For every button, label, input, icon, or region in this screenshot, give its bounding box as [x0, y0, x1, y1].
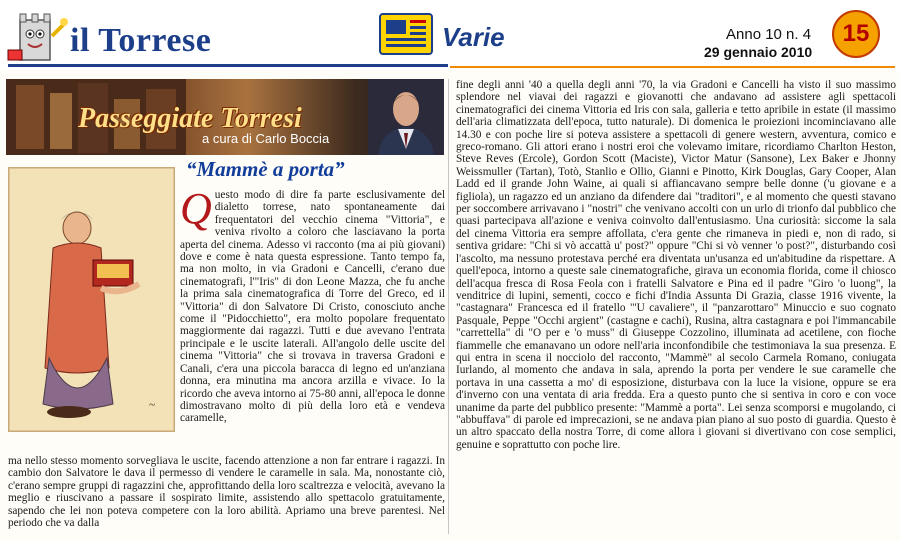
issue-number: Anno 10 n. 4	[726, 26, 812, 43]
article-text-col1b: ma nello stesso momento sorvegliava le uscite, facendo attenzione a non far entrare i ragazzi. In cambio don Salvatore le dava il permesso di vendere le caramelle in sala. Ma, nonostante ciò, c'erano sempre gruppi di ragazzini che, approfittando della loro scaltrezza e velocità, avevano la meglio e riuscivano a passare il sospirato limite, assistendo allo spettacolo gratuitamente, sapendo che lei non poteva competere con la loro abilità. Apriamo una breve parentesi. Nel periodo che va dalla	[8, 455, 445, 530]
banner-byline: a cura di Carlo Boccia	[202, 131, 330, 146]
article-text-col2: fine degli anni '40 a quella degli anni '70, la via Gradoni e Cancelli ha visto il suo massimo splendore nel viavai dei ragazzi e giovanotti che andavano ad assistere agli spettacoli cinematografici dei cinema Vittoria ed Iris con sala, galleria e tetto apribile in estate (il massimo dell'aria climatizzata dell'epoca, tutto naturale). Di domenica le proiezioni incominciavano alle 14.30 e con poche lire si poteva assistere a spettacoli di genere western, avventura, comico e greco-romano. Gli attori erano i nostri eroi che volevamo imitare, ricordiamo Charlton Heston, Steve Reves (Ercole), Gordon Scott (Maciste), Victor Matur (Sansone), Lex Baker e Jhonny Weissmuller (Tartan), Totò, Stanlio e Ollio, Gianni e Pinotto, Kirk Douglas, Gary Cooper, Alan Ladd ed il grande John Waine, ai quali si affiancavano sempre belle donne ('u giovane e a figliola), un ragazzo ed un anziano da difendere dai "traditori", e al momento che questi stavano per soccombere arrivavano i "nostri" che venivano accolti con un urlo di trionfo dal pubblico che quasi partecipava all'azione e veniva coinvolto dall'entusiasmo. Una curiosità: siccome la sala del cinema Vittoria era sempre affollata, c'era gente che rimaneva in piedi e, non di rado, si sentiva gridare: "Chi si vò accattà u' post?" oppure "Chi si vò venner 'o post?", disturbando così l'ascolto, ma nessuno protestava perché era diventata un'usanza ed un'abitudine da rispettare. A quell'epoca, intorno a queste sale cinematografiche, girava un economia florida, come il chiosco dell'acqua fresca di Rosa Feola con i fratelli Salvatore e Pina ed il padre "Giro 'o luong", la venditrice di lupini, sementi, cocco e fichi d'India Assunta Di Grazia, classe 1916 vivente, la "castagnara" Francesca ed il fratello "'U cavaliere", il "panzarottaro" Minuccio e suo cognato Pasquale, Peppe "Occhi argient" (castagne e cachi), Rusina, altra castagnara e poi l'immancabile "carrettella" di "O per e 'o muss" di Giuseppe Cozzolino, illuminata ad acetilene, con fioche fiammelle che emanavano un odore nell'aria inconfondibile che testimoniava la sua presenza. E qui entra in scena il nocciolo del racconto, "Mammè" al secolo Carmela Romano, coniugata Iurlando, al momento che andava in sala, aprendo la porta per vendere le sue caramelle che portava in una cassetta a mo' di esposizione, disturbava con la luce la visione, oppure se era d'inverno con una ventata di aria fredda. Era a questo punto che si sentiva in coro e con voce unanime da parte del pubblico presente: "Mammè a porta". Lei senza scomporsi e mugolando, ci "abbuffava" di parole ed imprecazioni, se ne andava pian piano al suo posto di guardia. Questo è un altro spaccato della nostra Torre, di come allora i giovani si divertivano con cose semplici, genuine e soprattutto con poche lire.	[456, 79, 896, 451]
author-portrait	[368, 79, 444, 155]
article-column-1	[180, 184, 445, 425]
old-woman-painting	[8, 167, 175, 432]
issue-date: 29 gennaio 2010	[704, 44, 813, 60]
article-headline: “Mammè a porta”	[186, 157, 345, 181]
header-rule	[450, 66, 895, 68]
article-column-1-continuation	[8, 455, 445, 529]
article-text-col1: uesto modo di dire fa parte esclusivamente del dialetto torrese, nato spontaneamente dai frequentatori del vecchio cinema "Vittoria", e veniva rivolto a coloro che lasciavano la porta aperta del cinema. Adesso vi racconto (ma ai più giovani) dove e come è nata questa espressione. Tanto tempo fa, ma non molto, in via Gradoni e Cancelli, c'erano due cinematografi, l'"Iris" di don Leone Mazza, che fu anche la prima sala cinematografica di Torre del Greco, ed il "Vittoria" di don Salvatore Di Cristo, conosciuto anche come il "Pidocchietto", era molto popolare frequentato maggiormente dai ragazzi. Tutti e due avevano l'entrata principale e le uscite laterali. All'angolo delle uscite del cinema "Vittoria" che si trovava in traversa Gradoni e Canali, c'era una piccola baracca di legno ed un'anziana donna, era minutina ma ancora arzilla e vivace. Io la ricordo che aveva intorno ai 75-80 anni, all'epoca le donne dimostravano molto di più della loro età e vendeva caramelle,	[180, 189, 445, 425]
tower-mascot-logo	[6, 10, 70, 66]
drop-cap: Q	[180, 184, 212, 233]
masthead-rule	[8, 64, 448, 67]
column-banner	[6, 79, 444, 155]
section-title: Varie	[442, 22, 505, 52]
column-divider	[448, 79, 449, 534]
masthead-title: il Torrese	[70, 22, 212, 59]
page-number-badge: 15	[832, 10, 880, 58]
article-column-2	[456, 79, 896, 451]
painting-signature-mark: ~	[149, 399, 155, 411]
newspaper-section-icon	[378, 12, 434, 56]
banner-title: Passeggiate Torresi	[78, 103, 302, 134]
